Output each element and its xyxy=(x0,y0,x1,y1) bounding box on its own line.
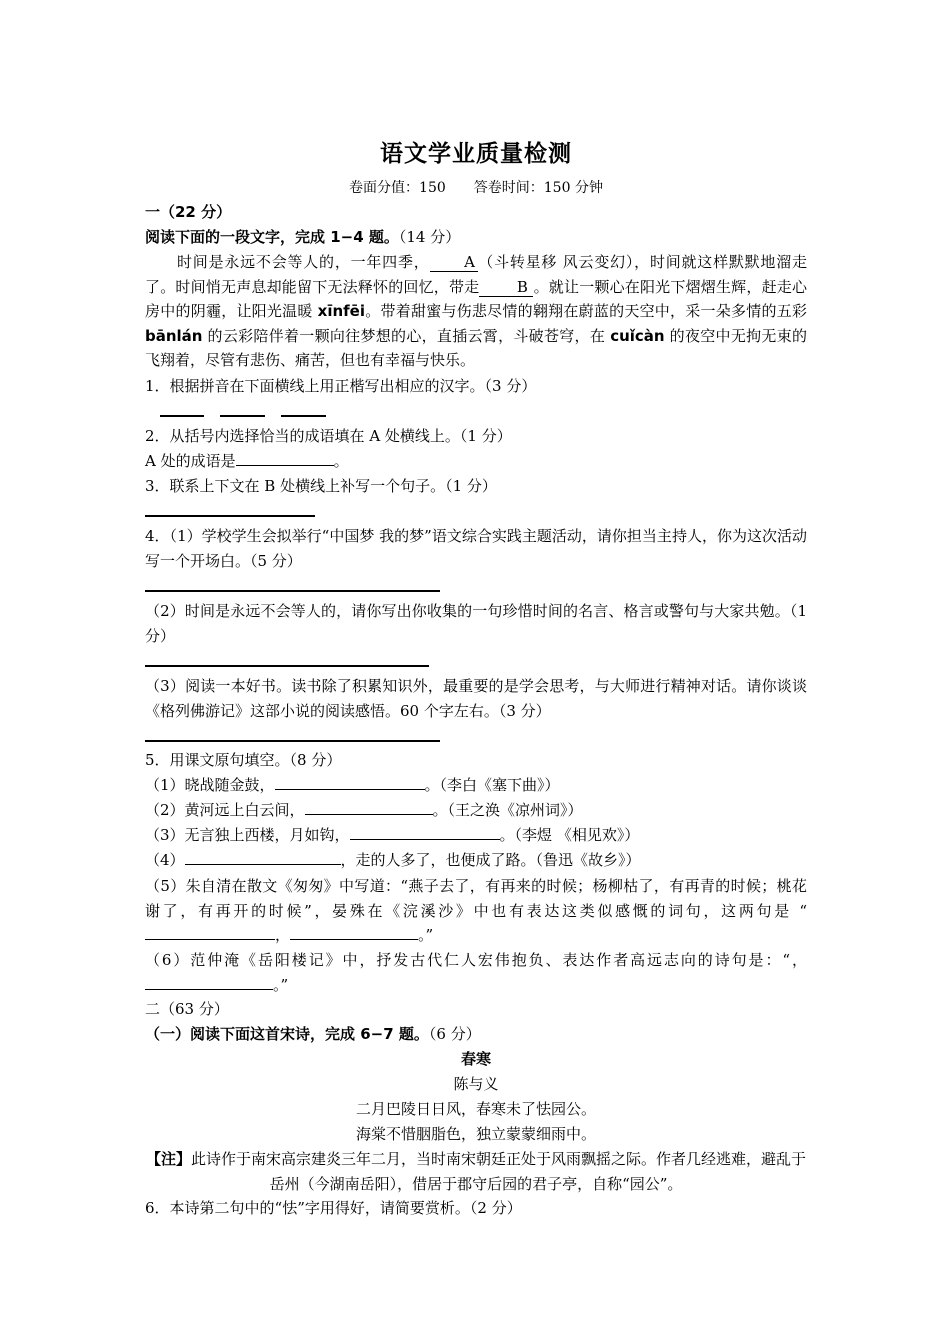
question-5-3 xyxy=(145,824,639,846)
item-text: （3）无言独上西楼，月如钩， xyxy=(145,826,350,844)
section-one-heading: 一（22 分） xyxy=(145,203,232,221)
question-5-5 xyxy=(145,874,807,948)
poem-author: 陈与义 xyxy=(453,1075,499,1093)
question-5-2 xyxy=(145,799,583,821)
section-two-heading xyxy=(145,998,229,1020)
question-6: 6．本诗第二句中的“怯”字用得好，请简要赏析。（2 分） xyxy=(145,1199,522,1217)
item-text: （6）范仲淹《岳阳楼记》中，抒发古代仁人宏伟抱负、表达作者高远志向的诗句是：“ xyxy=(145,951,791,969)
instruction-points: （14 分） xyxy=(398,228,461,246)
item-source: 。（王之涣《凉州词》） xyxy=(432,801,583,819)
note-label: 【注】 xyxy=(145,1150,191,1168)
instruction-points: （6 分） xyxy=(428,1025,481,1043)
passage-text: 。带着甜蜜与伤悲尽情的翱翔在蔚蓝的天空中，采一朵多情的五彩 xyxy=(365,302,807,320)
passage-text: 的夜空中无拘无束的飞翔着，尽管有悲伤、痛苦，但也有幸福与快乐。 xyxy=(145,326,807,369)
answer-line xyxy=(160,415,204,417)
pinyin-xinfei: xīnfēi xyxy=(317,302,365,320)
blank-a: A xyxy=(430,253,478,272)
poem-line: 海棠不惜胭脂色，独立蒙蒙细雨中。 xyxy=(355,1125,596,1143)
item-end: 。” xyxy=(418,926,434,944)
instruction-text: 阅读下面的一段文字，完成 1−4 题。 xyxy=(145,228,399,246)
item-separator: ， xyxy=(790,951,807,969)
question-4-2: （2）时间是永远不会等人的，请你写出你收集的一句珍惜时间的名言、格言或警句与大家共勉。（1 分） xyxy=(145,602,807,645)
instruction-text: （一）阅读下面这首宋诗，完成 6−7 题。 xyxy=(145,1025,429,1043)
item-separator: ， xyxy=(275,926,291,944)
item-end: 。” xyxy=(273,975,289,994)
question-5-6 xyxy=(145,948,807,997)
passage-text: （斗转星移 风云变幻），时间就这样默默地溜走了。时间悄无声息却能留下无法释怀的回忆，带走 xyxy=(145,253,807,296)
question-5-4 xyxy=(145,849,641,871)
fill-blank xyxy=(145,989,273,990)
answer-label: A 处的成语是 xyxy=(145,452,236,470)
answer-line xyxy=(145,515,315,517)
question-4-1: 4．（1）学校学生会拟举行“中国梦 我的梦”语文综合实践主题活动，请你担当主持人，你为这次活动写一个开场白。（5 分） xyxy=(145,527,807,570)
item-text: （5）朱自清在散文《匆匆》中写道：“燕子去了，有再来的时候；杨柳枯了，有再青的时候；桃花谢了，有再开的时候”，晏殊在《浣溪沙》中也有表达这类似感慨的词句，这两句是 “ xyxy=(145,877,807,920)
poem-note xyxy=(145,1147,807,1196)
item-text: （1）晓战随金鼓， xyxy=(145,776,275,794)
passage-text: 时间是永远不会等人的，一年四季， xyxy=(177,253,430,271)
item-source: 。（李煜 《相见欢》） xyxy=(499,826,640,844)
answer-line xyxy=(220,415,265,417)
fill-blank xyxy=(305,814,433,815)
passage-text: 的云彩陪伴着一颗向往梦想的心，直插云霄，斗破苍穹，在 xyxy=(202,326,611,345)
fill-blank xyxy=(350,839,500,840)
item-text: （4） xyxy=(145,851,185,869)
section-one-instruction xyxy=(145,226,460,248)
pinyin-cuican: cuǐcàn xyxy=(610,326,665,345)
question-4-3: （3）阅读一本好书。读书除了积累知识外，最重要的是学会思考，与大师进行精神对话。请你谈谈《格列佛游记》这部小说的阅读感悟。60 个字左右。（3 分） xyxy=(145,677,807,720)
reading-passage xyxy=(145,250,807,373)
question-5: 5．用课文原句填空。（8 分） xyxy=(145,751,342,769)
question-2-answer xyxy=(145,450,349,472)
passage-text: 。就让一颗心在阳光下熠熠生辉，赶走心房中的阴霾，让阳光温暖 xyxy=(145,277,807,320)
item-source: 。（李白《塞下曲》） xyxy=(424,776,560,794)
item-source: ，走的人多了，也便成了路。（鲁迅《故乡》） xyxy=(340,851,641,869)
answer-line xyxy=(145,740,440,742)
poem-line: 二月巴陵日日风，春寒未了怯园公。 xyxy=(355,1100,596,1118)
answer-blank xyxy=(236,465,334,466)
page-title: 语文学业质量检测 xyxy=(380,141,572,167)
question-1: 1．根据拼音在下面横线上用正楷写出相应的汉字。（3 分） xyxy=(145,377,537,395)
item-text: （2）黄河远上白云间， xyxy=(145,801,305,819)
pinyin-banlan: bānlán xyxy=(145,326,203,345)
fill-blank xyxy=(290,939,418,940)
fill-blank xyxy=(185,864,341,865)
answer-line xyxy=(281,415,326,417)
question-2: 2．从括号内选择恰当的成语填在 A 处横线上。（1 分） xyxy=(145,427,512,445)
exam-info: 卷面分值：150 答卷时间：150 分钟 xyxy=(349,180,603,196)
answer-line xyxy=(145,590,440,592)
answer-line xyxy=(145,665,429,667)
poem-title: 春寒 xyxy=(460,1050,491,1068)
answer-end: 。 xyxy=(333,452,349,470)
section-heading: 二（63 分） xyxy=(145,1000,229,1018)
question-3: 3．联系上下文在 B 处横线上补写一个句子。（1 分） xyxy=(145,477,497,495)
subsection-one-instruction xyxy=(145,1023,481,1045)
fill-blank xyxy=(145,939,275,940)
question-5-1 xyxy=(145,774,560,796)
note-text: 此诗作于南宋高宗建炎三年二月，当时南宋朝廷正处于风雨飘摇之际。作者几经逃难，避乱于岳州（今湖南岳阳），借居于郡守后园的君子亭，自称“园公”。 xyxy=(191,1150,807,1193)
blank-b: B xyxy=(479,278,533,297)
fill-blank xyxy=(275,789,425,790)
